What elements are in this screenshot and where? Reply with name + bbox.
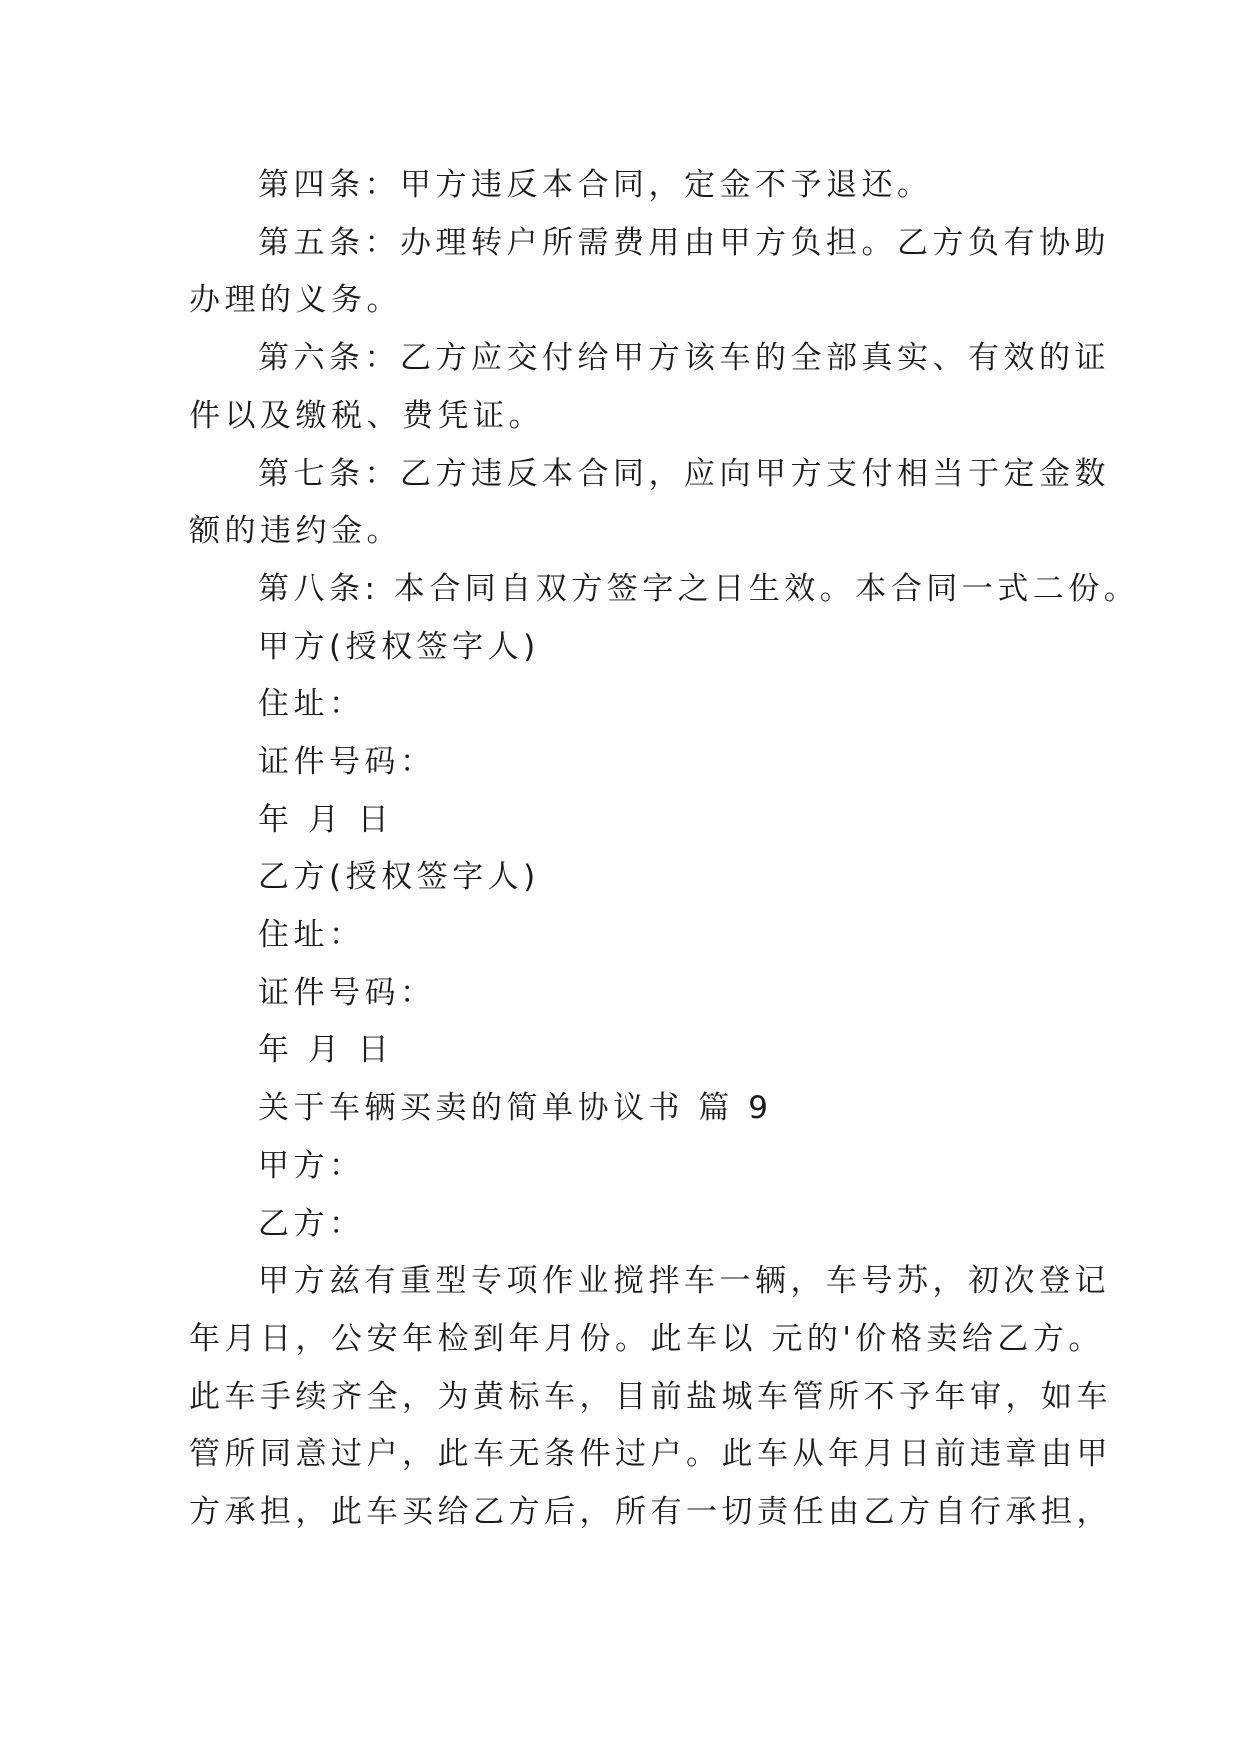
party-a-label: 甲方： bbox=[258, 1148, 365, 1184]
clause-6-line-2: 件以及缴税、费凭证。 bbox=[189, 398, 544, 434]
party-b-date: 年 月 日 bbox=[258, 1032, 394, 1068]
clause-7-line-2: 额的违约金。 bbox=[189, 513, 402, 549]
section-heading: 关于车辆买卖的简单协议书 篇 9 bbox=[258, 1090, 773, 1126]
party-a-date: 年 月 日 bbox=[258, 802, 394, 838]
party-a-signatory: 甲方(授权签字人) bbox=[258, 629, 540, 665]
clause-4-line: 第四条：甲方违反本合同，定金不予退还。 bbox=[258, 167, 933, 203]
clause-7-line-1: 第七条：乙方违反本合同，应向甲方支付相当于定金数 bbox=[258, 456, 1110, 492]
body-paragraph-line-3: 此车手续齐全，为黄标车，目前盐城车管所不予年审，如车 bbox=[189, 1379, 1112, 1415]
party-a-id-number: 证件号码： bbox=[258, 744, 436, 780]
clause-6-line-1: 第六条：乙方应交付给甲方该车的全部真实、有效的证 bbox=[258, 340, 1110, 376]
clause-8-line: 第八条: 本合同自双方签字之日生效。本合同一式二份。 bbox=[258, 571, 1140, 607]
body-paragraph-line-1: 甲方兹有重型专项作业搅拌车一辆，车号苏，初次登记 bbox=[258, 1263, 1110, 1299]
party-b-id-number: 证件号码： bbox=[258, 975, 436, 1011]
body-paragraph-line-5: 方承担，此车买给乙方后，所有一切责任由乙方自行承担， bbox=[189, 1494, 1112, 1530]
party-b-address: 住址： bbox=[258, 917, 365, 953]
party-b-signatory: 乙方(授权签字人) bbox=[258, 859, 540, 895]
party-b-label: 乙方： bbox=[258, 1206, 365, 1242]
party-a-address: 住址： bbox=[258, 686, 365, 722]
clause-5-line-1: 第五条：办理转户所需费用由甲方负担。乙方负有协助 bbox=[258, 225, 1110, 261]
clause-5-line-2: 办理的义务。 bbox=[189, 282, 402, 318]
body-paragraph-line-2: 年月日，公安年检到年月份。此车以 元的'价格卖给乙方。 bbox=[189, 1321, 1104, 1357]
body-paragraph-line-4: 管所同意过户，此车无条件过户。此车从年月日前违章由甲 bbox=[189, 1436, 1112, 1472]
